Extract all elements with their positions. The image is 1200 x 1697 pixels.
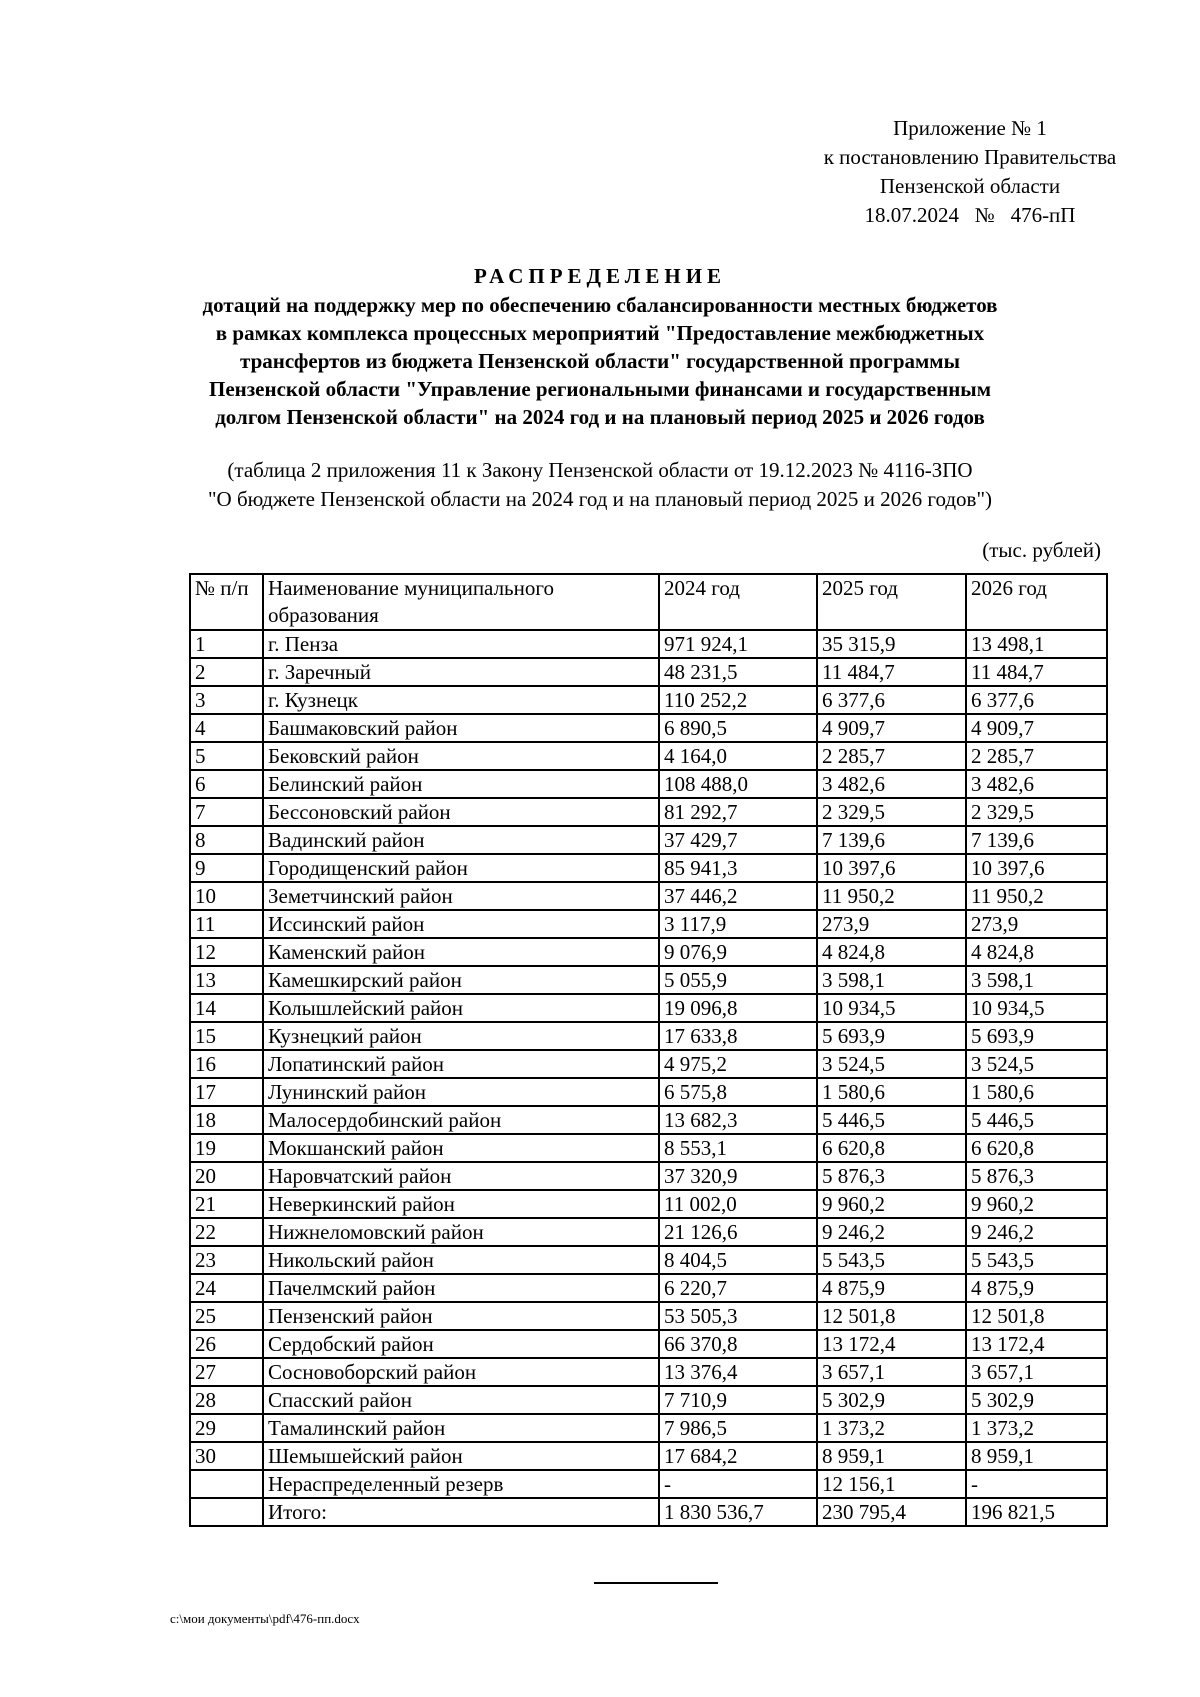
cell-number: 29 <box>190 1414 263 1442</box>
cell-2025: 13 172,4 <box>817 1330 966 1358</box>
approval-appendix-number: Приложение № 1 <box>893 116 1047 140</box>
cell-municipality: Нижнеломовский район <box>263 1218 659 1246</box>
cell-2026: 10 397,6 <box>966 854 1107 882</box>
table-row <box>190 1022 1107 1050</box>
cell-2025: 11 484,7 <box>817 658 966 686</box>
cell-number: 20 <box>190 1162 263 1190</box>
cell-2025: 10 397,6 <box>817 854 966 882</box>
cell-2025: 10 934,5 <box>817 994 966 1022</box>
cell-2025: 11 950,2 <box>817 882 966 910</box>
cell-2025: 230 795,4 <box>817 1498 966 1526</box>
cell-number: 17 <box>190 1078 263 1106</box>
cell-2026: 4 875,9 <box>966 1274 1107 1302</box>
cell-municipality: г. Заречный <box>263 658 659 686</box>
cell-2024: 3 117,9 <box>659 910 817 938</box>
cell-2026: 5 876,3 <box>966 1162 1107 1190</box>
cell-2024: 37 429,7 <box>659 826 817 854</box>
cell-2024: 81 292,7 <box>659 798 817 826</box>
cell-2025: 6 377,6 <box>817 686 966 714</box>
cell-municipality: Тамалинский район <box>263 1414 659 1442</box>
cell-2025: 5 446,5 <box>817 1106 966 1134</box>
cell-number: 15 <box>190 1022 263 1050</box>
cell-municipality: Шемышейский район <box>263 1442 659 1470</box>
cell-municipality: Иссинский район <box>263 910 659 938</box>
cell-2026: 9 960,2 <box>966 1190 1107 1218</box>
cell-municipality: Спасский район <box>263 1386 659 1414</box>
cell-2024: 37 320,9 <box>659 1162 817 1190</box>
approval-region: Пензенской области <box>879 174 1061 198</box>
cell-number: 11 <box>190 910 263 938</box>
table-row <box>190 1330 1107 1358</box>
cell-2024: 17 633,8 <box>659 1022 817 1050</box>
cell-2026: 13 498,1 <box>966 630 1107 658</box>
budget-distribution-table <box>189 573 1108 1527</box>
cell-2026: 12 501,8 <box>966 1302 1107 1330</box>
cell-2025: 5 543,5 <box>817 1246 966 1274</box>
table-row <box>190 1442 1107 1470</box>
cell-2026: 8 959,1 <box>966 1442 1107 1470</box>
approval-resolution: к постановлению Правительства <box>823 145 1117 169</box>
cell-number: 22 <box>190 1218 263 1246</box>
cell-2026: 5 693,9 <box>966 1022 1107 1050</box>
cell-2024: - <box>659 1470 817 1498</box>
cell-municipality: Сердобский район <box>263 1330 659 1358</box>
table-row <box>190 1470 1107 1498</box>
cell-2024: 6 890,5 <box>659 714 817 742</box>
cell-2025: 7 139,6 <box>817 826 966 854</box>
unit-label: (тыс. рублей) <box>982 538 1101 562</box>
table-row <box>190 826 1107 854</box>
cell-number: 6 <box>190 770 263 798</box>
cell-2026: 2 329,5 <box>966 798 1107 826</box>
cell-2026: 9 246,2 <box>966 1218 1107 1246</box>
header-number: № п/п <box>190 574 263 630</box>
cell-number: 18 <box>190 1106 263 1134</box>
subtitle-line: дотаций на поддержку мер по обеспечению сбалансированности местных бюджетов <box>202 293 998 317</box>
cell-2025: 5 302,9 <box>817 1386 966 1414</box>
cell-municipality: Белинский район <box>263 770 659 798</box>
cell-municipality: Мокшанский район <box>263 1134 659 1162</box>
cell-municipality: Башмаковский район <box>263 714 659 742</box>
cell-2024: 13 682,3 <box>659 1106 817 1134</box>
subtitle-line: трансфертов из бюджета Пензенской области" государственной программы <box>240 349 960 373</box>
cell-2024: 13 376,4 <box>659 1358 817 1386</box>
cell-2025: 35 315,9 <box>817 630 966 658</box>
cell-2026: 10 934,5 <box>966 994 1107 1022</box>
cell-2026: 13 172,4 <box>966 1330 1107 1358</box>
cell-municipality: г. Кузнецк <box>263 686 659 714</box>
cell-number: 8 <box>190 826 263 854</box>
cell-2025: 3 657,1 <box>817 1358 966 1386</box>
table-row <box>190 1218 1107 1246</box>
cell-2026: 5 446,5 <box>966 1106 1107 1134</box>
cell-municipality: Кузнецкий район <box>263 1022 659 1050</box>
table-row <box>190 1078 1107 1106</box>
cell-2025: 2 285,7 <box>817 742 966 770</box>
table-row <box>190 1358 1107 1386</box>
table-row <box>190 966 1107 994</box>
subtitle-line: Пензенской области "Управление региональными финансами и государственным <box>208 377 991 401</box>
subtitle-line: долгом Пензенской области" на 2024 год и на плановый период 2025 и 2026 годов <box>215 405 985 429</box>
table-row <box>190 770 1107 798</box>
cell-2024: 19 096,8 <box>659 994 817 1022</box>
cell-2025: 8 959,1 <box>817 1442 966 1470</box>
cell-municipality: Пачелмский район <box>263 1274 659 1302</box>
cell-2026: 1 580,6 <box>966 1078 1107 1106</box>
cell-2025: 3 524,5 <box>817 1050 966 1078</box>
cell-2025: 12 501,8 <box>817 1302 966 1330</box>
cell-2024: 4 975,2 <box>659 1050 817 1078</box>
cell-2025: 3 598,1 <box>817 966 966 994</box>
cell-2026: 3 524,5 <box>966 1050 1107 1078</box>
table-row <box>190 798 1107 826</box>
cell-municipality: Неверкинский район <box>263 1190 659 1218</box>
table-row <box>190 1050 1107 1078</box>
cell-2026: 1 373,2 <box>966 1414 1107 1442</box>
table-row <box>190 1274 1107 1302</box>
table-row <box>190 994 1107 1022</box>
cell-number: 25 <box>190 1302 263 1330</box>
cell-2025: 5 693,9 <box>817 1022 966 1050</box>
cell-2024: 53 505,3 <box>659 1302 817 1330</box>
cell-number: 5 <box>190 742 263 770</box>
cell-2025: 9 246,2 <box>817 1218 966 1246</box>
cell-number: 16 <box>190 1050 263 1078</box>
table-row <box>190 910 1107 938</box>
cell-number: 9 <box>190 854 263 882</box>
cell-2026: 196 821,5 <box>966 1498 1107 1526</box>
table-header-row <box>190 574 1107 630</box>
cell-municipality: Городищенский район <box>263 854 659 882</box>
cell-municipality: Земетчинский район <box>263 882 659 910</box>
cell-2025: 273,9 <box>817 910 966 938</box>
cell-2024: 8 553,1 <box>659 1134 817 1162</box>
cell-number <box>190 1498 263 1526</box>
table-row <box>190 742 1107 770</box>
subtitle-line: в рамках комплекса процессных мероприятий "Предоставление межбюджетных <box>215 321 985 345</box>
cell-municipality: Пензенский район <box>263 1302 659 1330</box>
cell-2026: 273,9 <box>966 910 1107 938</box>
header-2024: 2024 год <box>659 574 817 630</box>
cell-municipality: г. Пенза <box>263 630 659 658</box>
cell-2025: 3 482,6 <box>817 770 966 798</box>
cell-2024: 6 220,7 <box>659 1274 817 1302</box>
source-line: "О бюджете Пензенской области на 2024 год и на плановый период 2025 и 2026 годов") <box>207 487 993 511</box>
table-row <box>190 714 1107 742</box>
cell-municipality: Наровчатский район <box>263 1162 659 1190</box>
cell-2025: 4 824,8 <box>817 938 966 966</box>
cell-2024: 108 488,0 <box>659 770 817 798</box>
cell-2025: 2 329,5 <box>817 798 966 826</box>
cell-2026: 11 950,2 <box>966 882 1107 910</box>
cell-2024: 37 446,2 <box>659 882 817 910</box>
table-row <box>190 938 1107 966</box>
cell-number: 28 <box>190 1386 263 1414</box>
cell-2024: 66 370,8 <box>659 1330 817 1358</box>
cell-municipality: Камешкирский район <box>263 966 659 994</box>
approval-block <box>780 114 1160 230</box>
cell-2024: 17 684,2 <box>659 1442 817 1470</box>
cell-2026: 6 377,6 <box>966 686 1107 714</box>
cell-number <box>190 1470 263 1498</box>
cell-2024: 1 830 536,7 <box>659 1498 817 1526</box>
cell-municipality: Каменский район <box>263 938 659 966</box>
cell-2026: 7 139,6 <box>966 826 1107 854</box>
cell-2024: 4 164,0 <box>659 742 817 770</box>
cell-2024: 11 002,0 <box>659 1190 817 1218</box>
cell-2024: 48 231,5 <box>659 658 817 686</box>
cell-2026: 5 543,5 <box>966 1246 1107 1274</box>
document-title: РАСПРЕДЕЛЕНИЕ <box>473 264 727 288</box>
cell-number: 3 <box>190 686 263 714</box>
table-row <box>190 658 1107 686</box>
source-line: (таблица 2 приложения 11 к Закону Пензенской области от 19.12.2023 № 4116-ЗПО <box>227 458 973 482</box>
cell-number: 24 <box>190 1274 263 1302</box>
cell-2025: 6 620,8 <box>817 1134 966 1162</box>
table-row <box>190 630 1107 658</box>
table-row <box>190 1162 1107 1190</box>
header-municipality: Наименование муниципального образования <box>263 574 659 630</box>
table-row <box>190 1414 1107 1442</box>
cell-2026: 3 598,1 <box>966 966 1107 994</box>
cell-municipality: Вадинский район <box>263 826 659 854</box>
table-row <box>190 1386 1107 1414</box>
table-row <box>190 1134 1107 1162</box>
cell-2024: 971 924,1 <box>659 630 817 658</box>
cell-number: 2 <box>190 658 263 686</box>
cell-2026: 11 484,7 <box>966 658 1107 686</box>
cell-municipality: Нераспределенный резерв <box>263 1470 659 1498</box>
cell-municipality: Лопатинский район <box>263 1050 659 1078</box>
cell-municipality: Малосердобинский район <box>263 1106 659 1134</box>
cell-2024: 85 941,3 <box>659 854 817 882</box>
cell-number: 1 <box>190 630 263 658</box>
cell-number: 21 <box>190 1190 263 1218</box>
cell-2024: 21 126,6 <box>659 1218 817 1246</box>
cell-2026: 4 824,8 <box>966 938 1107 966</box>
cell-number: 12 <box>190 938 263 966</box>
cell-municipality: Колышлейский район <box>263 994 659 1022</box>
cell-2024: 7 986,5 <box>659 1414 817 1442</box>
table-row <box>190 1190 1107 1218</box>
cell-number: 14 <box>190 994 263 1022</box>
cell-2026: 3 482,6 <box>966 770 1107 798</box>
document-subtitle <box>150 291 1050 431</box>
file-path: c:\мои документы\pdf\476-пп.docx <box>170 1611 360 1626</box>
cell-number: 4 <box>190 714 263 742</box>
cell-2026: - <box>966 1470 1107 1498</box>
header-2026: 2026 год <box>966 574 1107 630</box>
source-reference <box>150 456 1050 514</box>
cell-number: 10 <box>190 882 263 910</box>
cell-municipality: Бессоновский район <box>263 798 659 826</box>
cell-2026: 2 285,7 <box>966 742 1107 770</box>
closing-divider <box>594 1582 718 1584</box>
table-body <box>190 630 1107 1526</box>
cell-2025: 1 373,2 <box>817 1414 966 1442</box>
cell-number: 26 <box>190 1330 263 1358</box>
cell-2026: 5 302,9 <box>966 1386 1107 1414</box>
cell-municipality: Лунинский район <box>263 1078 659 1106</box>
table-row <box>190 686 1107 714</box>
table-row <box>190 1246 1107 1274</box>
cell-municipality: Бековский район <box>263 742 659 770</box>
cell-number: 19 <box>190 1134 263 1162</box>
cell-2025: 12 156,1 <box>817 1470 966 1498</box>
cell-2026: 6 620,8 <box>966 1134 1107 1162</box>
table-row <box>190 1302 1107 1330</box>
cell-2026: 3 657,1 <box>966 1358 1107 1386</box>
cell-2025: 4 909,7 <box>817 714 966 742</box>
cell-number: 23 <box>190 1246 263 1274</box>
cell-municipality: Сосновоборский район <box>263 1358 659 1386</box>
table-row <box>190 1106 1107 1134</box>
cell-2025: 4 875,9 <box>817 1274 966 1302</box>
cell-2024: 110 252,2 <box>659 686 817 714</box>
cell-municipality: Никольский район <box>263 1246 659 1274</box>
header-2025: 2025 год <box>817 574 966 630</box>
cell-2024: 9 076,9 <box>659 938 817 966</box>
cell-2026: 4 909,7 <box>966 714 1107 742</box>
cell-2025: 9 960,2 <box>817 1190 966 1218</box>
cell-2024: 6 575,8 <box>659 1078 817 1106</box>
cell-municipality: Итого: <box>263 1498 659 1526</box>
cell-2025: 1 580,6 <box>817 1078 966 1106</box>
cell-2024: 7 710,9 <box>659 1386 817 1414</box>
cell-2024: 8 404,5 <box>659 1246 817 1274</box>
cell-number: 7 <box>190 798 263 826</box>
table-row <box>190 882 1107 910</box>
table-row <box>190 854 1107 882</box>
cell-number: 30 <box>190 1442 263 1470</box>
cell-2024: 5 055,9 <box>659 966 817 994</box>
table-row <box>190 1498 1107 1526</box>
cell-number: 13 <box>190 966 263 994</box>
cell-2025: 5 876,3 <box>817 1162 966 1190</box>
cell-number: 27 <box>190 1358 263 1386</box>
approval-date-number: 18.07.2024 № 476-пП <box>864 203 1076 227</box>
